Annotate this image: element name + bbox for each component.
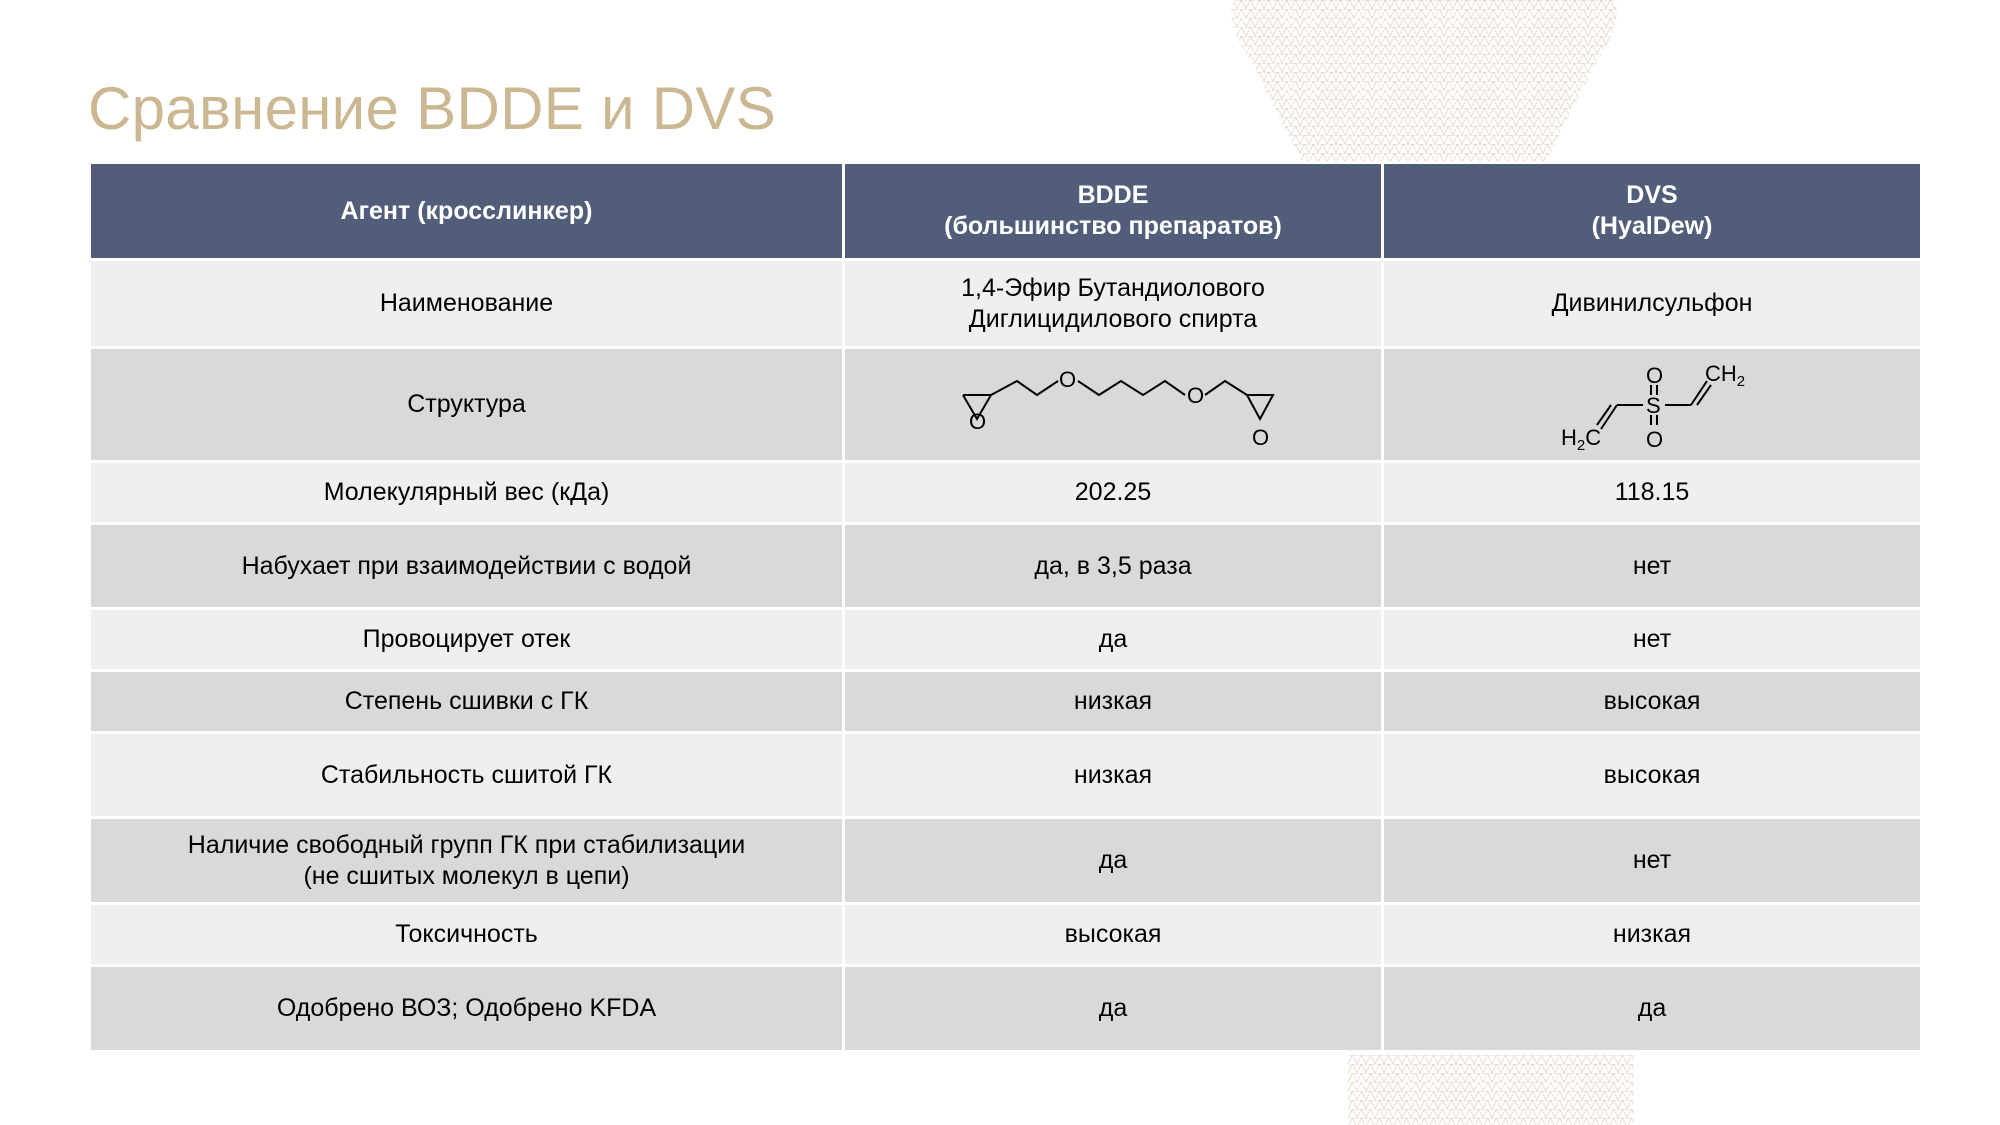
comparison-table — [88, 161, 1923, 1053]
row-name-bdde-line2: Диглицидилового спирта — [968, 304, 1258, 333]
table-row-free-groups — [90, 818, 1922, 904]
row-stability-bdde: низкая — [844, 733, 1383, 818]
row-name-label: Наименование — [90, 260, 844, 348]
row-toxicity-bdde: высокая — [844, 904, 1383, 966]
slide-title: Сравнение BDDE и DVS — [88, 75, 777, 142]
row-approved-dvs: да — [1383, 966, 1922, 1052]
table-row-swelling — [90, 524, 1922, 609]
row-edema-bdde: да — [844, 609, 1383, 671]
row-crosslink-dvs: высокая — [1383, 671, 1922, 733]
row-structure-dvs — [1383, 348, 1922, 462]
row-crosslink-bdde: низкая — [844, 671, 1383, 733]
dvs-structure-diagram — [1547, 355, 1757, 455]
row-stability-label: Стабильность сшитой ГК — [90, 733, 844, 818]
header-dvs — [1383, 163, 1922, 260]
header-bdde-note: (большинство препаратов) — [944, 212, 1282, 240]
mesh-cone-decoration-top — [1228, 0, 1620, 162]
table-header-row — [90, 163, 1922, 260]
row-free-groups-bdde: да — [844, 818, 1383, 904]
row-free-groups-dvs: нет — [1383, 818, 1922, 904]
bdde-atom-o-2: O — [1059, 366, 1077, 392]
row-mw-label: Молекулярный вес (кДа) — [90, 462, 844, 524]
header-agent — [90, 163, 844, 260]
row-structure-bdde — [844, 348, 1383, 462]
dvs-atom-s: S — [1646, 392, 1661, 418]
row-mw-bdde: 202.25 — [844, 462, 1383, 524]
row-approved-bdde: да — [844, 966, 1383, 1052]
table-row-edema — [90, 609, 1922, 671]
row-mw-dvs: 118.15 — [1383, 462, 1922, 524]
row-toxicity-label: Токсичность — [90, 904, 844, 966]
header-bdde — [844, 163, 1383, 260]
header-agent-label: Агент (кросслинкер) — [340, 196, 593, 225]
row-swelling-label: Набухает при взаимодействии с водой — [90, 524, 844, 609]
row-free-groups-label — [90, 818, 844, 904]
row-free-groups-label-line2: (не сшитых молекул в цепи) — [303, 861, 630, 890]
row-edema-label: Провоцирует отек — [90, 609, 844, 671]
row-stability-dvs: высокая — [1383, 733, 1922, 818]
bdde-structure-diagram — [933, 355, 1293, 455]
row-name-bdde-line1: 1,4-Эфир Бутандиолового — [961, 273, 1265, 302]
table-row-name — [90, 260, 1922, 348]
row-crosslink-label: Степень сшивки с ГК — [90, 671, 844, 733]
row-structure-label: Структура — [90, 348, 844, 462]
bdde-atom-o-3: O — [1187, 382, 1205, 408]
row-free-groups-label-line1: Наличие свободный групп ГК при стабилизации — [187, 830, 746, 859]
row-toxicity-dvs: низкая — [1383, 904, 1922, 966]
row-swelling-dvs: нет — [1383, 524, 1922, 609]
dvs-ch2-group: $CH_2$ — [1705, 360, 1746, 390]
row-edema-dvs: нет — [1383, 609, 1922, 671]
bdde-atom-o-1: O — [969, 408, 987, 434]
table-row-structure — [90, 348, 1922, 462]
table-row-stability — [90, 733, 1922, 818]
dvs-atom-o-top: O — [1646, 362, 1664, 388]
table-row-crosslink — [90, 671, 1922, 733]
row-approved-label: Одобрено ВОЗ; Одобрено KFDA — [90, 966, 844, 1052]
table-row-toxicity — [90, 904, 1922, 966]
header-dvs-name: DVS — [1626, 181, 1678, 209]
row-name-bdde — [844, 260, 1383, 348]
bdde-atom-o-4: O — [1252, 424, 1270, 450]
header-bdde-name: BDDE — [1077, 181, 1149, 209]
dvs-atom-o-bottom: O — [1646, 426, 1664, 452]
table-row-mw — [90, 462, 1922, 524]
mesh-cylinder-decoration-bottom — [1348, 1055, 1634, 1125]
row-swelling-bdde: да, в 3,5 раза — [844, 524, 1383, 609]
dvs-h2c-group: $H_2C$ — [1561, 424, 1602, 454]
table-row-approved — [90, 966, 1922, 1052]
row-name-dvs: Дивинилсульфон — [1383, 260, 1922, 348]
header-dvs-note: (HyalDew) — [1591, 212, 1713, 240]
